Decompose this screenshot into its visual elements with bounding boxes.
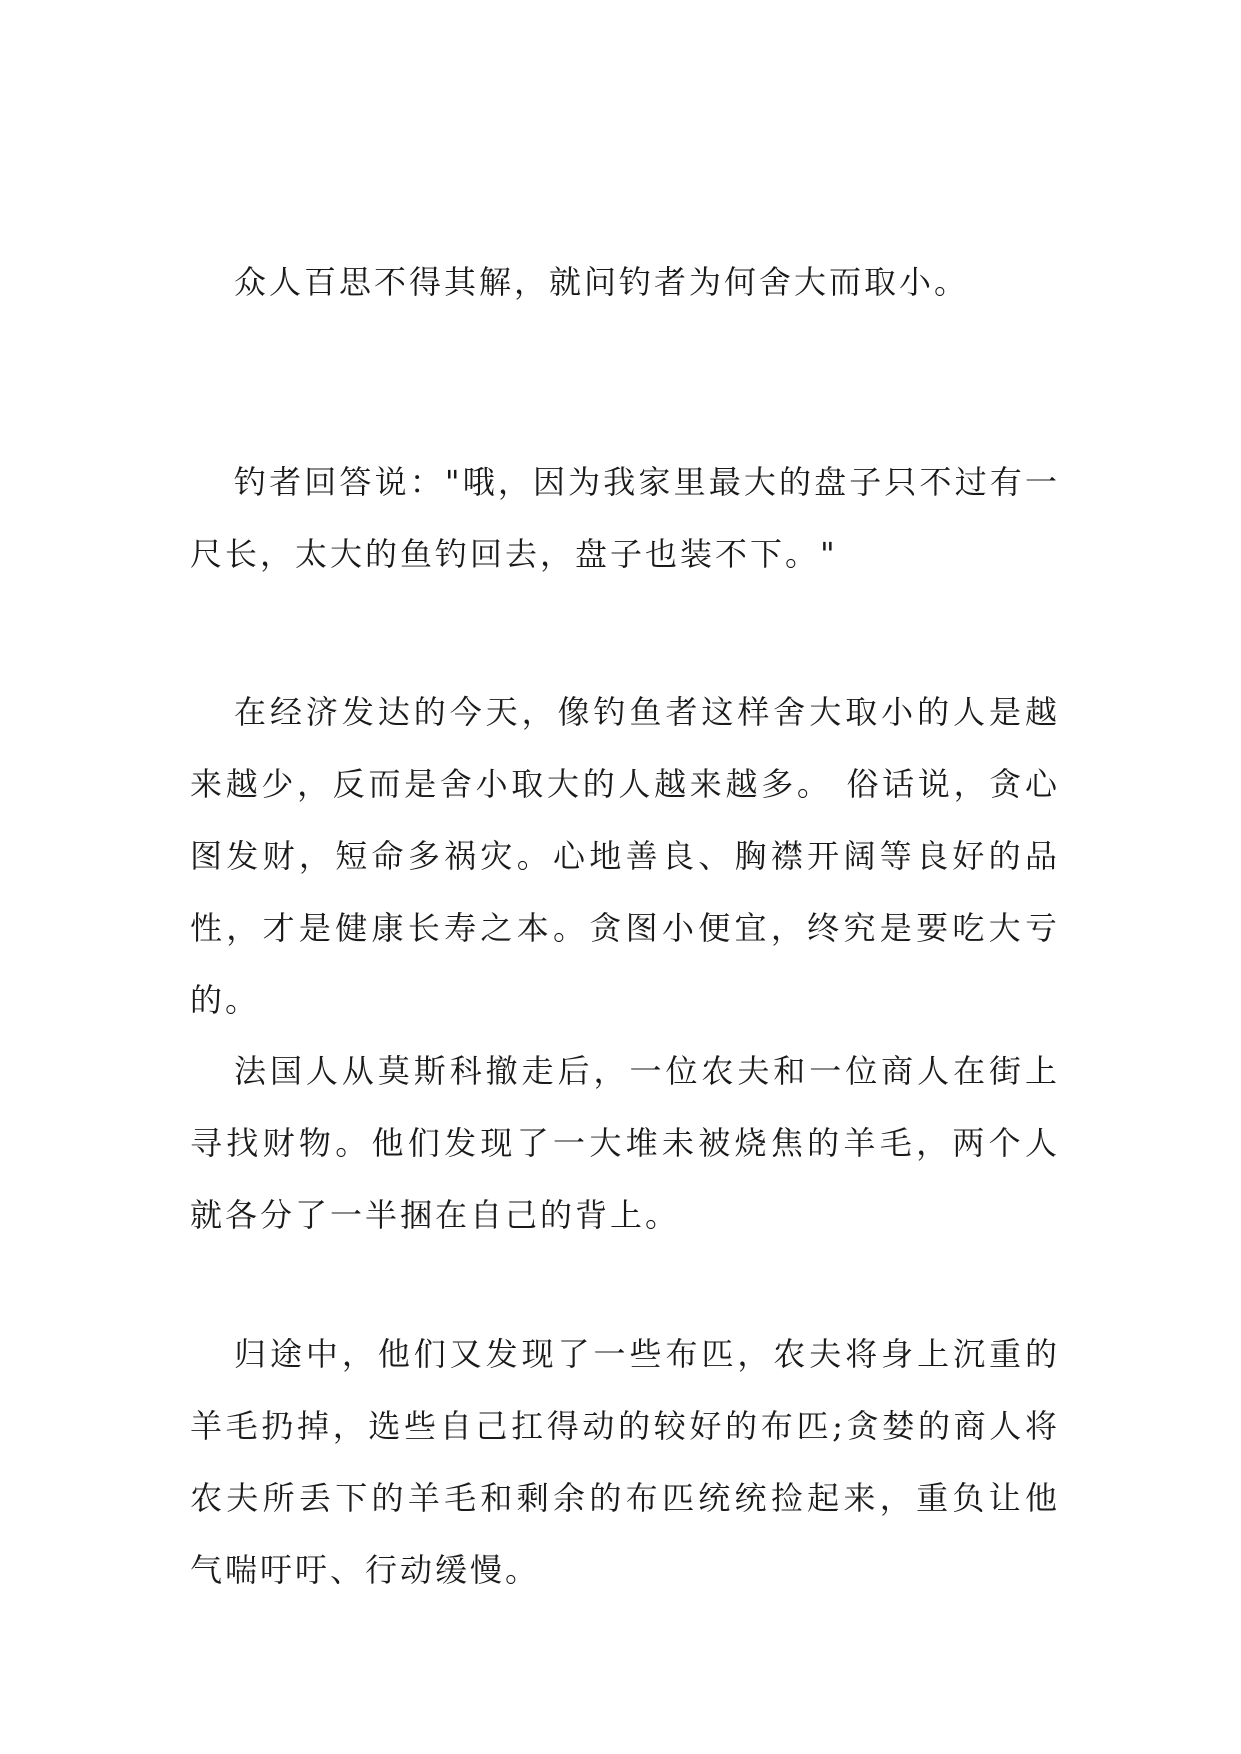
paragraph-fisher-question: 众人百思不得其解，就问钓者为何舍大而取小。 — [234, 263, 970, 301]
paragraph-moral-greed: 在经济发达的今天，像钓鱼者这样舍大取小的人是越来越少，反而是舍小取大的人越来越多。 俗话说，贪心图发财，短命多祸灾。心地善良、胸襟开阔等良好的品性，才是健康长寿之本。贪图小便宜，终究是要吃大亏的。 — [190, 693, 1060, 1019]
paragraph-journey-home: 归途中，他们又发现了一些布匹，农夫将身上沉重的羊毛扔掉，选些自己扛得动的较好的布匹;贪婪的商人将农夫所丢下的羊毛和剩余的布匹统统捡起来，重负让他气喘吁吁、行动缓慢。 — [190, 1335, 1060, 1589]
paragraph-farmer-merchant: 法国人从莫斯科撤走后，一位农夫和一位商人在街上寻找财物。他们发现了一大堆未被烧焦的羊毛，两个人就各分了一半捆在自己的背上。 — [190, 1052, 1060, 1234]
paragraph-fisher-answer: 钓者回答说："哦，因为我家里最大的盘子只不过有一尺长，太大的鱼钓回去，盘子也装不下。" — [190, 463, 1060, 573]
